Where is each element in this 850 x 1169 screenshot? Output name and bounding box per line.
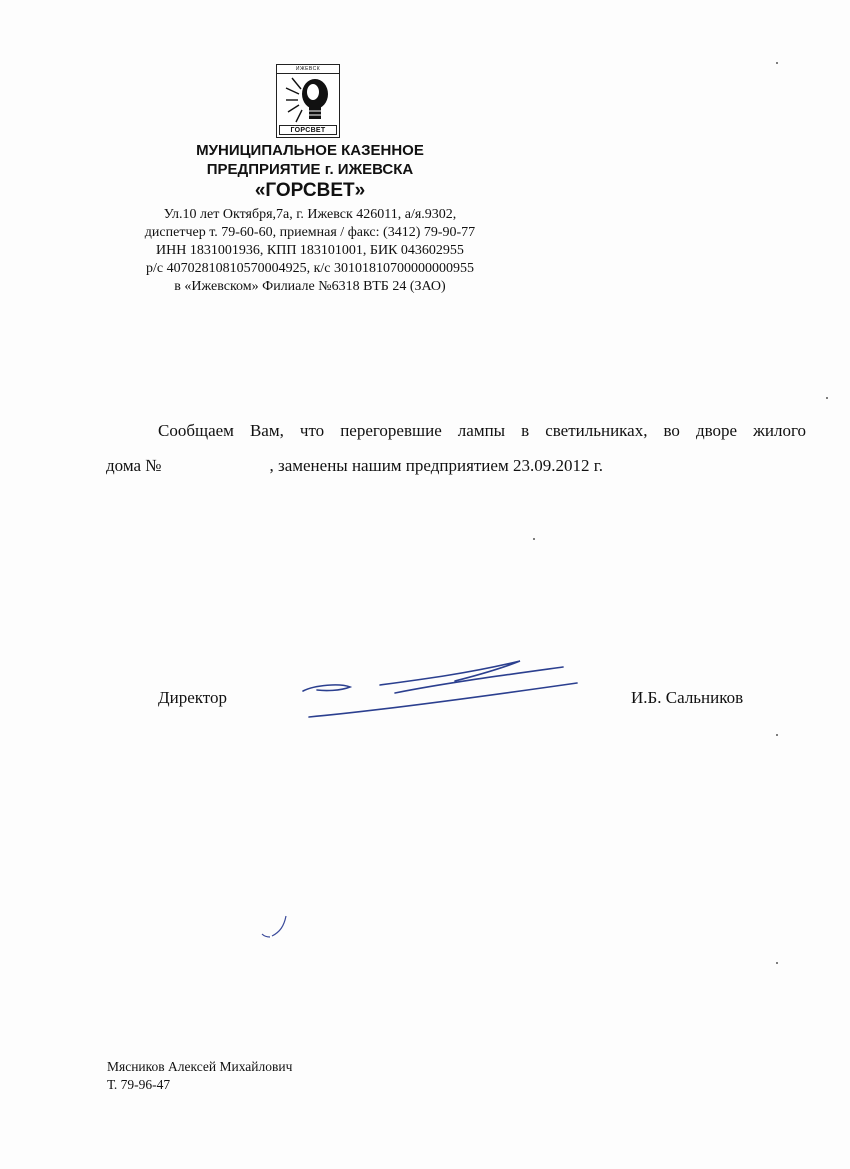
logo-brand-label: ГОРСВЕТ bbox=[279, 125, 337, 135]
requisites-line-phones: диспетчер т. 79-60-60, приемная / факс: (3412) 79-90-77 bbox=[144, 225, 476, 240]
executor-info bbox=[107, 1058, 292, 1094]
scan-speck bbox=[776, 62, 778, 64]
message-line-2 bbox=[106, 456, 603, 476]
company-logo bbox=[276, 64, 340, 138]
scan-speck bbox=[776, 734, 778, 736]
org-name-line-2: ПРЕДПРИЯТИЕ г. ИЖЕВСКА bbox=[206, 161, 414, 178]
message-house-suffix: , заменены нашим предприятием 23.09.2012 г. bbox=[269, 456, 604, 475]
organization-short-name: «ГОРСВЕТ» bbox=[254, 180, 366, 201]
executor-phone: Т. 79-96-47 bbox=[107, 1077, 171, 1092]
org-name-line-1: МУНИЦИПАЛЬНОЕ КАЗЕННОЕ bbox=[196, 142, 424, 159]
requisites-line-bank: в «Ижевском» Филиале №6318 ВТБ 24 (ЗАО) bbox=[174, 279, 446, 294]
requisites-line-tax-ids: ИНН 1831001936, КПП 183101001, БИК 043602955 bbox=[156, 243, 464, 258]
logo-city-label: ИЖЕВСК bbox=[277, 65, 339, 74]
scan-speck bbox=[533, 538, 535, 540]
organization-name bbox=[110, 141, 510, 179]
lightbulb-icon bbox=[280, 74, 336, 126]
pen-mark bbox=[258, 912, 288, 942]
executor-name: Мясников Алексей Михайлович bbox=[107, 1059, 293, 1074]
signer-position: Директор bbox=[158, 688, 227, 707]
message-line-1: Сообщаем Вам, что перегоревшие лампы в светильниках, во дворе жилого bbox=[158, 421, 806, 440]
scan-speck bbox=[776, 962, 778, 964]
message-house-prefix: дома № bbox=[106, 456, 162, 475]
scan-speck bbox=[826, 397, 828, 399]
requisites-line-accounts: р/с 40702810810570004925, к/с 30101810700000000955 bbox=[145, 261, 474, 276]
handwritten-signature bbox=[295, 653, 585, 725]
requisites-line-address: Ул.10 лет Октября,7а, г. Ижевск 426011, а/я.9302, bbox=[163, 207, 457, 222]
signer-name: И.Б. Сальников bbox=[631, 688, 744, 707]
